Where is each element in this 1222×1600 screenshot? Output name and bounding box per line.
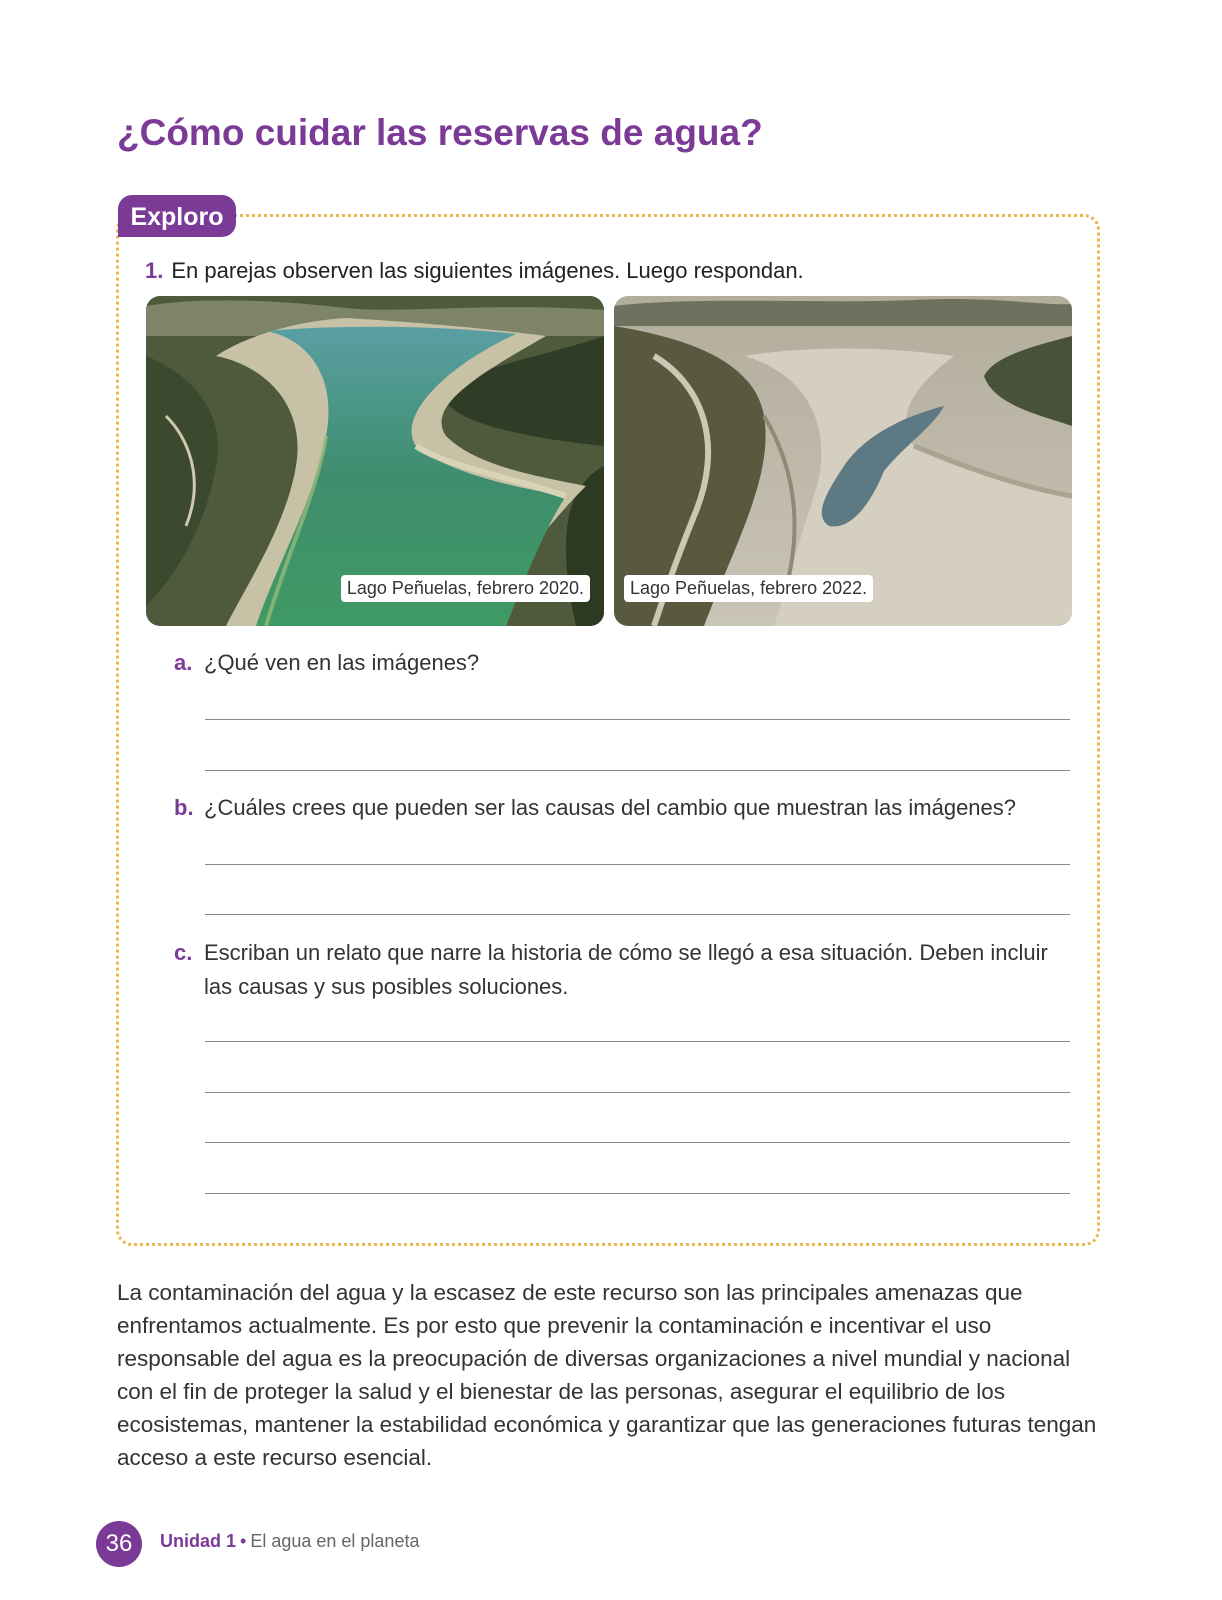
body-paragraph: La contaminación del agua y la escasez de este recurso son las principales amenazas que enfrentamos actualmente. Es por esto que prevenir la contaminación e incentivar el uso responsable del agua es la preocupación de diversas organizaciones a nivel mundial y nacional con el fin de proteger la salud y el bienestar de las personas, asegurar el equilibrio de los ecosistemas, mantener la estabilidad económica y garantizar que las generaciones futuras tengan acceso a este recurso esencial. — [117, 1280, 1097, 1470]
answer-line[interactable] — [205, 770, 1070, 771]
answer-line[interactable] — [205, 864, 1070, 865]
answer-line[interactable] — [205, 914, 1070, 915]
question-letter: a. — [174, 650, 193, 675]
question-text: ¿Qué ven en las imágenes? — [204, 650, 480, 675]
section-tag: Exploro — [118, 195, 236, 237]
activity-text: En parejas observen las siguientes imágenes. Luego respondan. — [171, 258, 804, 283]
page-title: ¿Cómo cuidar las reservas de agua? — [117, 112, 763, 153]
page-number: 36 — [96, 1521, 142, 1567]
question-letter: b. — [174, 795, 194, 820]
unit-title: El agua en el planeta — [250, 1531, 420, 1551]
answer-line[interactable] — [205, 1041, 1070, 1042]
question-a — [174, 646, 1054, 680]
question-letter: c. — [174, 940, 193, 965]
answer-line[interactable] — [205, 719, 1070, 720]
activity-number: 1. — [145, 258, 164, 283]
answer-line[interactable] — [205, 1092, 1070, 1093]
answer-line[interactable] — [205, 1193, 1070, 1194]
activity-instruction — [145, 258, 804, 284]
question-b — [174, 791, 1054, 825]
footer-separator: • — [240, 1531, 247, 1551]
question-c — [174, 936, 1054, 1004]
question-text: ¿Cuáles crees que pueden ser las causas del cambio que muestran las imágenes? — [204, 795, 1017, 820]
footer-unit — [160, 1531, 419, 1552]
photo-caption: Lago Peñuelas, febrero 2020. — [341, 575, 590, 602]
answer-line[interactable] — [205, 1142, 1070, 1143]
photo-lake-2022 — [614, 296, 1072, 626]
unit-label: Unidad 1 — [160, 1531, 237, 1551]
photo-caption: Lago Peñuelas, febrero 2022. — [624, 575, 873, 602]
question-text: Escriban un relato que narre la historia de cómo se llegó a esa situación. Deben incluir las causas y sus posibles soluciones. — [204, 940, 1048, 999]
photo-lake-2020 — [146, 296, 604, 626]
